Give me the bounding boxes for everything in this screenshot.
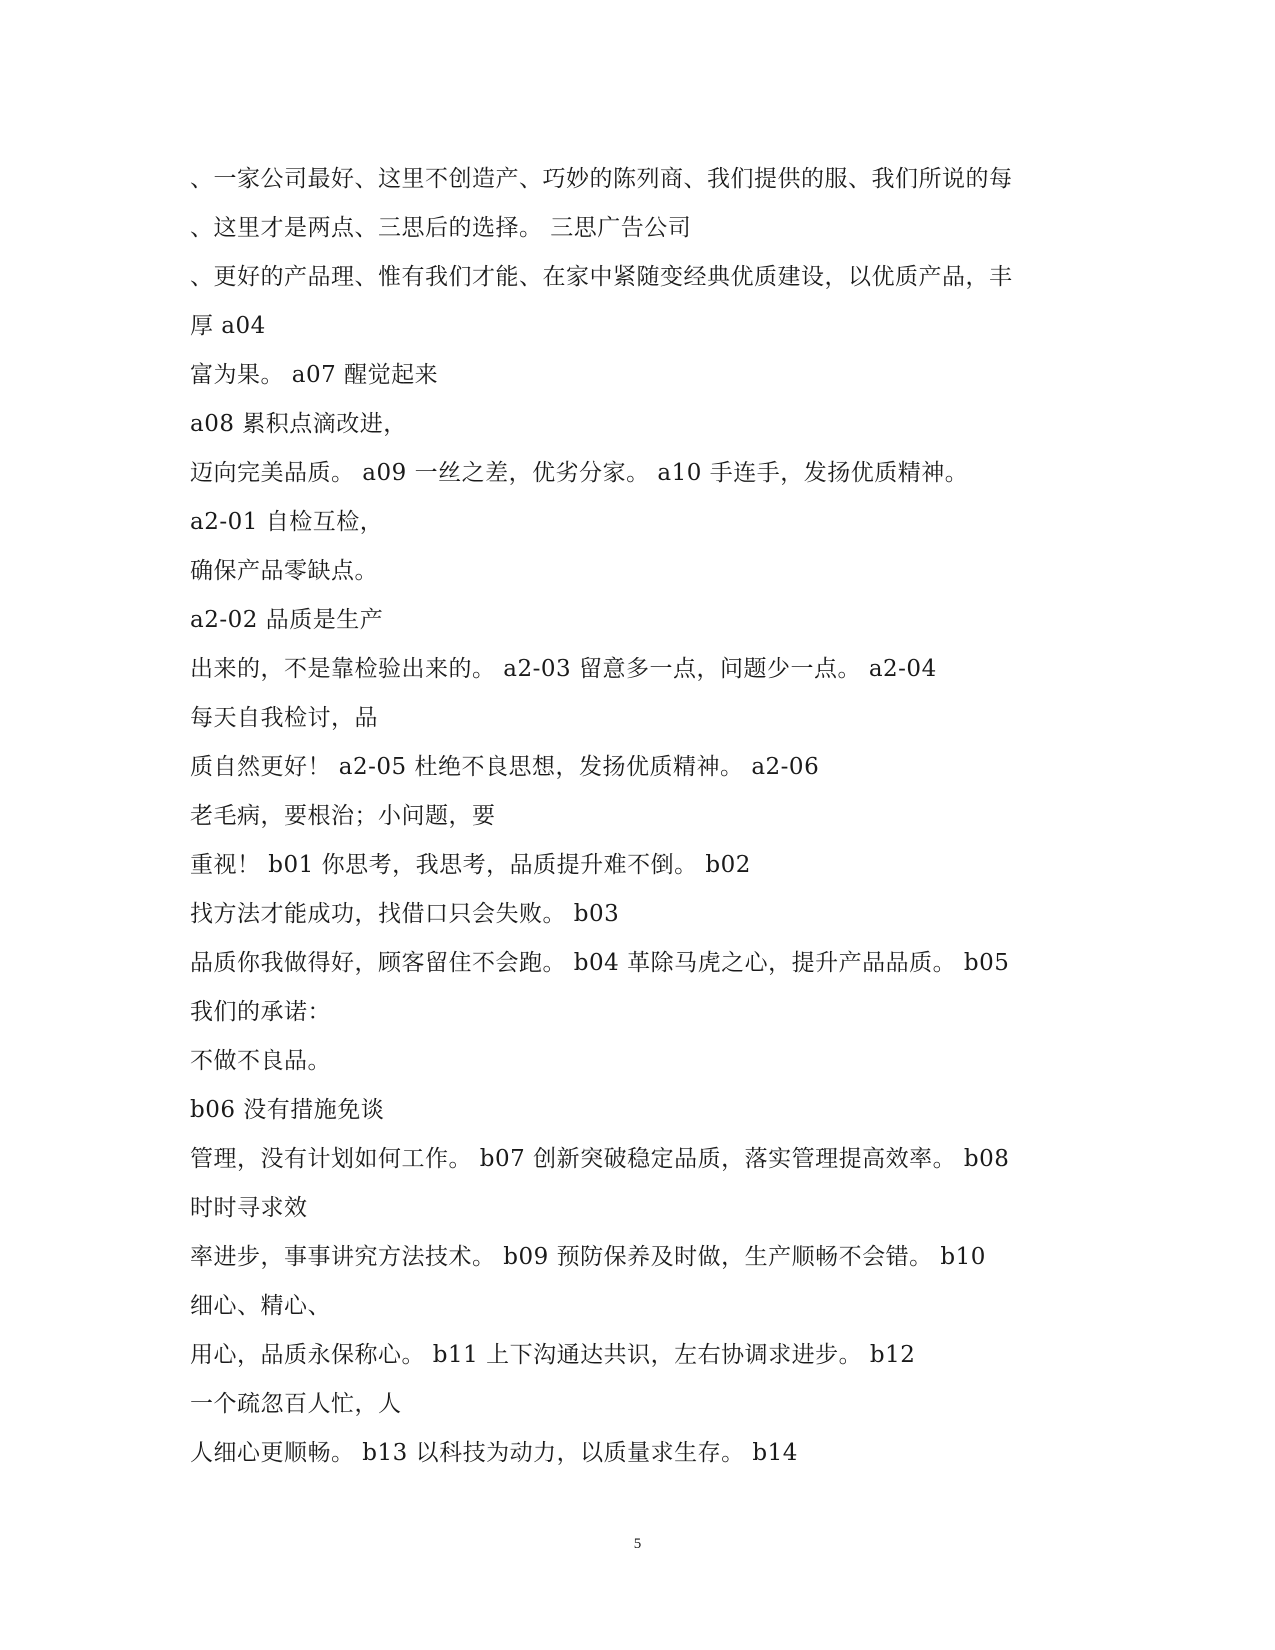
text-line: a2-01 自检互检，	[190, 509, 384, 535]
text-line: a2-02 品质是生产	[190, 607, 384, 633]
text-line: 我们的承诺：	[190, 999, 331, 1025]
text-line: 找方法才能成功，找借口只会失败。 b03	[190, 901, 620, 927]
text-line: 出来的，不是靠检验出来的。 a2-03 留意多一点，问题少一点。 a2-04	[190, 656, 937, 682]
text-line: 管理，没有计划如何工作。 b07 创新突破稳定品质，落实管理提高效率。 b08	[190, 1146, 1010, 1172]
text-line: 品质你我做得好，顾客留住不会跑。 b04 革除马虎之心，提升产品品质。 b05	[190, 950, 1010, 976]
text-line: 确保产品零缺点。	[190, 558, 378, 584]
text-line: b06 没有措施免谈	[190, 1097, 385, 1123]
text-line: 质自然更好！ a2-05 杜绝不良思想，发扬优质精神。 a2-06	[190, 754, 820, 780]
text-line: a08 累积点滴改进，	[190, 411, 407, 437]
text-line: 不做不良品。	[190, 1048, 331, 1074]
text-line: 富为果。 a07 醒觉起来	[190, 362, 439, 388]
text-line: 、更好的产品理、惟有我们才能、在家中紧随变经典优质建设，以优质产品，丰	[190, 264, 1013, 290]
page-number: 5	[633, 1536, 642, 1552]
text-line: 重视！ b01 你思考，我思考，品质提升难不倒。 b02	[190, 852, 751, 878]
text-line: 厚 a04	[190, 313, 266, 339]
text-line: 、这里才是两点、三思后的选择。 三思广告公司	[190, 215, 692, 241]
text-line: 率进步，事事讲究方法技术。 b09 预防保养及时做，生产顺畅不会错。 b10	[190, 1244, 986, 1270]
text-line: 一个疏忽百人忙，人	[190, 1391, 402, 1417]
text-line: 、一家公司最好、这里不创造产、巧妙的陈列商、我们提供的服、我们所说的每	[190, 166, 1013, 192]
text-line: 细心、精心、	[190, 1293, 331, 1319]
text-line: 迈向完美品质。 a09 一丝之差，优劣分家。 a10 手连手，发扬优质精神。	[190, 460, 969, 486]
text-line: 人细心更顺畅。 b13 以科技为动力，以质量求生存。 b14	[190, 1440, 798, 1466]
document-body	[190, 155, 1090, 1478]
text-line: 用心，品质永保称心。 b11 上下沟通达共识，左右协调求进步。 b12	[190, 1342, 916, 1368]
text-line: 老毛病，要根治；小问题，要	[190, 803, 496, 829]
text-line: 时时寻求效	[190, 1195, 308, 1221]
text-line: 每天自我检讨，品	[190, 705, 378, 731]
